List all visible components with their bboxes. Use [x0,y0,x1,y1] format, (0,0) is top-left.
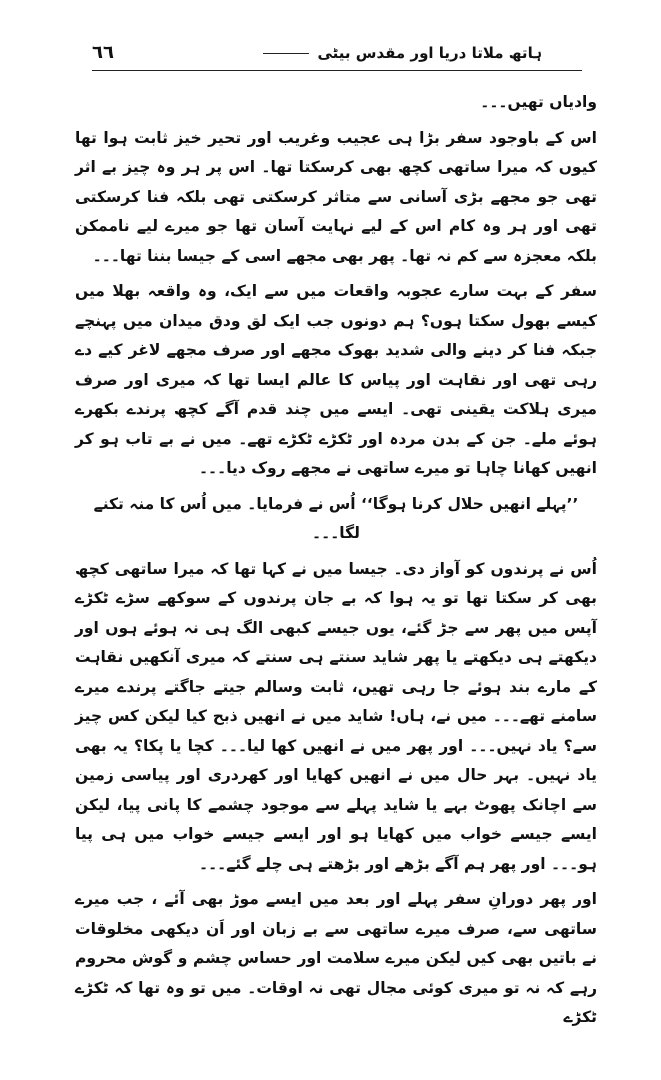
paragraph-2: اس کے باوجود سفر بڑا ہی عجیب وغریب اور تحیر خیز ثابت ہوا تھا کیوں کہ میرا ساتھی کچھ بھی کرسکتا تھا۔ اس پر ہر وہ چیز بے اثر تھی جو مجھے بڑی آسانی سے متاثر کرسکتی تھی بلکہ فنا کرسکتی تھی اور ہر وہ کام اس کے لیے نہایت آسان تھا جو میرے لیے ناممکن بلکہ معجزہ سے کم نہ تھا۔ پھر بھی مجھے اسی کے جیسا بننا تھا۔۔۔ [75,128,597,265]
page-header [92,40,582,71]
paragraph-3: سفر کے بہت سارے عجوبہ واقعات میں سے ایک، وہ واقعہ بھلا میں کیسے بھول سکتا ہوں؟ ہم دونوں جب ایک لق ودق میدان میں پہنچے جبکہ فنا کر دینے والی شدید بھوک مجھے اور صرف مجھے لاغر کیے دے رہی تھی اور نقاہت اور پیاس کا عالم ایسا تھا کہ میری اور صرف میری ہلاکت یقینی تھی۔ ایسے میں چند قدم آگے کچھ پرندے بکھرے ہوئے ملے۔ جن کے بدن مردہ اور ٹکڑے ٹکڑے تھے۔ میں نے بے تاب ہو کر انھیں کھانا چاہا تو میرے ساتھی نے مجھے روک دیا۔۔۔ [75,282,597,477]
running-title-text: ہاتھ ملاتا دریا اور مقدس بیٹی [317,44,542,62]
paragraph-1: وادیاں تھیں۔۔۔ [480,93,597,111]
paragraph-4-quote: ’’پہلے انھیں حلال کرنا ہوگا‘‘ اُس نے فرمایا۔ میں اُس کا منہ تکنے لگا۔۔۔ [93,494,579,542]
page-number: ٦٦ [92,42,114,63]
running-title [263,44,542,62]
paragraph-6: اور پھر دورانِ سفر پہلے اور بعد میں ایسے موڑ بھی آئے ، جب میرے ساتھی سے، صرف میرے ساتھی سے بے زبان اور اَن دیکھی مخلوقات نے باتیں بھی کیں لیکن میرے سلامت اور حساس چشم و گوش محروم رہے کہ نہ تو میری کوئی مجال تھی نہ اوقات۔ میں تو وہ تھا کہ ٹکڑے ٹکڑے [75,890,597,1026]
paragraph-5: اُس نے پرندوں کو آواز دی۔ جیسا میں نے کہا تھا کہ میرا ساتھی کچھ بھی کر سکتا تھا تو یہ ہوا کہ بے جان پرندوں کے سوکھے سڑے ٹکڑے آپس میں پھر سے جڑ گئے، یوں جیسے کبھی الگ ہی نہ ہوئے ہوں اور دیکھتے ہی دیکھتے یا پھر شاید سنتے ہی سنتے کہ میری آنکھیں نقاہت کے مارے بند ہوئے جا رہی تھیں، ثابت وسالم جیتے جاگتے پرندے میرے سامنے تھے۔۔۔ میں نے، ہاں! شاید میں نے انھیں ذبح کیا لیکن کس چیز سے؟ یاد نہیں۔۔۔ اور پھر میں نے انھیں کھا لیا۔۔۔ کچا یا پکا؟ یہ بھی یاد نہیں۔ بہر حال میں نے انھیں کھایا اور کھردری اور پیاسی زمین سے اچانک پھوٹ بہے یا شاید پہلے سے موجود چشمے کا پانی پیا، لیکن ایسے جیسے خواب میں کھایا ہو اور ایسے جیسے خواب میں ہی پیا ہو۔۔۔ اور پھر ہم آگے بڑھے اور بڑھتے ہی چلے گئے۔۔۔ [75,559,597,873]
title-dash [263,53,309,54]
page-body [75,88,597,1039]
